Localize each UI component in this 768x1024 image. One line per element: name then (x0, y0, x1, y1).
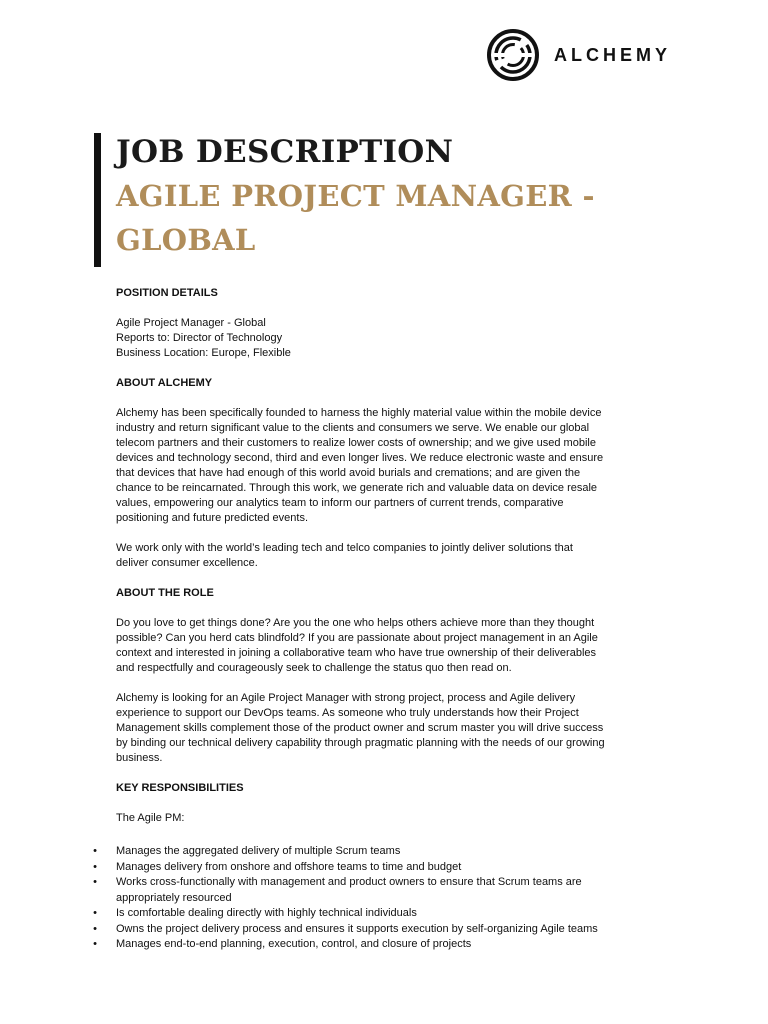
list-item-text: Manages delivery from onshore and offshore teams to time and budget (116, 860, 462, 873)
document-title: JOB DESCRIPTION (116, 134, 454, 170)
title-block (116, 130, 676, 262)
alchemy-logo-icon (486, 28, 540, 82)
bullet-icon: • (93, 860, 97, 873)
text-line: values, empowering our analytics team to inform our partners of current trends, comparative (116, 497, 564, 509)
list-item (88, 875, 668, 906)
list-item-text: appropriately resourced (116, 891, 232, 904)
list-item (88, 922, 668, 938)
list-item-text: Is comfortable dealing directly with highly technical individuals (116, 907, 417, 919)
list-item (88, 844, 668, 860)
title-accent-bar (94, 133, 101, 267)
section-heading-position-details: POSITION DETAILS (116, 287, 218, 299)
text-line: Do you love to get things done? Are you the one who helps others achieve more than they thought (116, 617, 595, 629)
text-line: possible? Can you herd cats blindfold? If you are passionate about project management in an Agile (116, 632, 598, 644)
bullet-icon: • (93, 922, 97, 935)
text-line: industry and return significant value to the clients and consumers we serve. We enable our global (116, 422, 590, 434)
about-role-paragraph (116, 691, 656, 766)
section-heading-key-responsibilities: KEY RESPONSIBILITIES (116, 782, 244, 794)
text-line: chance to be reincarnated. Through this work, we generate rich and valuable data on device resale (116, 482, 598, 494)
text-line: and respectfully and courageously seek to challenge the status quo then read on. (116, 662, 512, 674)
list-item (88, 860, 668, 876)
list-item-text: Manages end-to-end planning, execution, control, and closure of projects (116, 938, 472, 950)
text-line: Alchemy is looking for an Agile Project Manager with strong project, process and Agile delivery (116, 692, 576, 704)
text-line: business. (116, 752, 163, 764)
section-heading-about-alchemy: ABOUT ALCHEMY (116, 377, 213, 389)
responsibilities-intro: The Agile PM: (116, 812, 185, 824)
about-alchemy-paragraph (116, 406, 656, 526)
bullet-icon: • (93, 907, 97, 919)
position-details (116, 316, 656, 361)
text-line: that devices that have had enough of this world avoid burials and cremations; and are given the (116, 467, 581, 479)
bullet-icon: • (93, 845, 97, 857)
position-detail-line: Reports to: Director of Technology (116, 332, 283, 344)
text-line: positioning and future predicted events. (116, 512, 309, 524)
list-item (88, 906, 668, 922)
list-item (88, 937, 668, 953)
responsibilities-list (88, 844, 668, 953)
position-detail-line: Business Location: Europe, Flexible (116, 347, 291, 359)
brand-name: ALCHEMY (554, 44, 671, 65)
bullet-icon: • (93, 876, 97, 888)
text-line: by binding our technical delivery capability through pragmatic planning with the needs of our growing (116, 737, 605, 749)
text-line: experience to support our DevOps teams. As someone who truly understands how their Project (116, 707, 579, 719)
text-line: devices and technology second, third and even longer lives. We reduce electronic waste and ensure (116, 452, 604, 464)
text-line: deliver consumer excellence. (116, 557, 258, 569)
list-item-text: Works cross-functionally with management and product owners to ensure that Scrum teams are (116, 876, 582, 888)
text-line: Alchemy has been specifically founded to harness the highly material value within the mobile device (116, 407, 602, 419)
section-heading-about-role: ABOUT THE ROLE (116, 587, 214, 599)
document-body (116, 286, 656, 841)
about-alchemy-paragraph (116, 541, 656, 571)
role-title-line: AGILE PROJECT MANAGER - (116, 179, 595, 213)
bullet-icon: • (93, 938, 97, 950)
role-title-line: GLOBAL (116, 223, 256, 257)
text-line: Management skills complement those of the product owner and scrum master you will drive success (116, 722, 604, 734)
list-item-text: Manages the aggregated delivery of multiple Scrum teams (116, 845, 401, 857)
alchemy-logo (486, 28, 671, 82)
about-role-paragraph (116, 616, 656, 676)
position-detail-line: Agile Project Manager - Global (116, 317, 266, 329)
text-line: context and interested in joining a collaborative team who have true ownership of their deliverables (116, 647, 597, 659)
text-line: We work only with the world’s leading tech and telco companies to jointly deliver solutions that (116, 542, 573, 554)
text-line: telecom partners and their customers to realize lower costs of ownership; and we give used mobile (116, 437, 596, 449)
list-item-text: Owns the project delivery process and ensures it supports execution by self-organizing Agile teams (116, 922, 598, 935)
role-title (116, 174, 676, 262)
